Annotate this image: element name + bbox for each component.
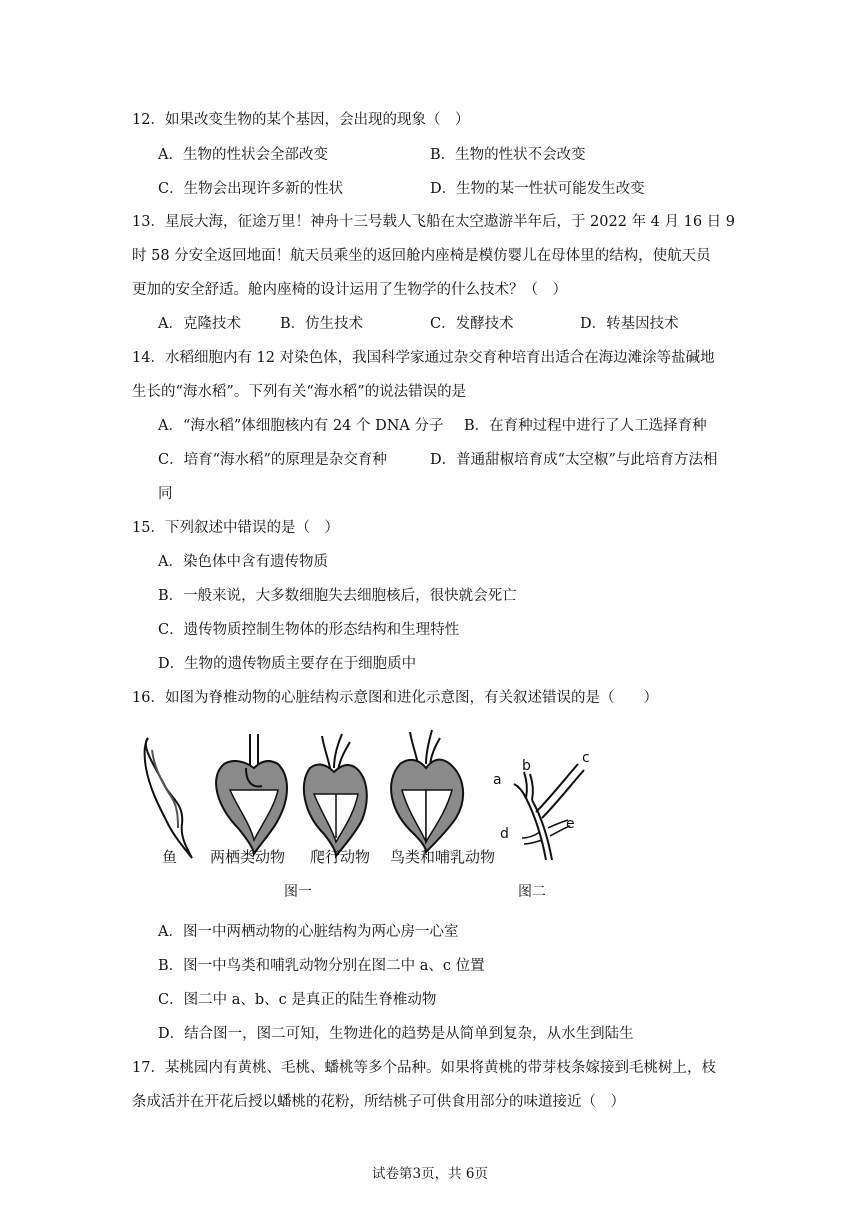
- reptile-label: 爬行动物: [310, 848, 371, 866]
- q14-stem-line2: 生长的“海水稻”。下列有关“海水稻”的说法错误的是: [132, 384, 467, 400]
- amphibian-heart-icon: [216, 734, 287, 854]
- q16-figure: [138, 728, 608, 908]
- q12-option-b[interactable]: B．生物的性状不会改变: [430, 147, 586, 163]
- branch-d-label: d: [500, 826, 509, 842]
- q13-stem-line2: 时 58 分安全返回地面！航天员乘坐的返回舱内座椅是模仿婴儿在母体里的结构，使航天员: [132, 248, 711, 264]
- birds-mammals-heart-icon: [391, 730, 463, 852]
- q15-option-a[interactable]: A．染色体中含有遗传物质: [158, 554, 328, 570]
- q15-option-b[interactable]: B．一般来说，大多数细胞失去细胞核后，很快就会死亡: [158, 588, 517, 604]
- q16-option-c[interactable]: C．图二中 a、b、c 是真正的陆生脊椎动物: [158, 992, 437, 1008]
- q13-option-c[interactable]: C．发酵技术: [430, 316, 514, 332]
- q17-stem-line1: 17．某桃园内有黄桃、毛桃、蟠桃等多个品种。如果将黄桃的带芽枝条嫁接到毛桃树上，枝: [132, 1060, 716, 1076]
- q12-option-d[interactable]: D．生物的某一性状可能发生改变: [430, 181, 645, 197]
- q15-option-d[interactable]: D．生物的遗传物质主要存在于细胞质中: [158, 656, 417, 672]
- q12-option-a[interactable]: A．生物的性状会全部改变: [158, 147, 328, 163]
- reptile-heart-icon: [304, 734, 367, 856]
- q13-stem-line1: 13．星辰大海，征途万里！神舟十三号载人飞船在太空遨游半年后，于 2022 年 4 月 16 日 9: [132, 214, 736, 230]
- figure-one-caption: 图一: [284, 884, 312, 900]
- evolution-tree-icon: [514, 764, 584, 860]
- q14-option-d[interactable]: D．普通甜椒培育成“太空椒”与此培育方法相: [430, 452, 718, 468]
- q14-option-c[interactable]: C．培育“海水稻”的原理是杂交育种: [158, 452, 387, 468]
- fish-label: 鱼: [162, 848, 178, 866]
- q16-option-b[interactable]: B．图一中鸟类和哺乳动物分别在图二中 a、c 位置: [158, 958, 485, 974]
- q16-stem: 16．如图为脊椎动物的心脏结构示意图和进化示意图，有关叙述错误的是（ ）: [132, 690, 658, 706]
- q16-option-a[interactable]: A．图一中两栖动物的心脏结构为两心房一心室: [158, 924, 459, 940]
- q13-option-a[interactable]: A．克隆技术: [158, 316, 241, 332]
- birds-mammals-label: 鸟类和哺乳动物: [390, 848, 496, 866]
- q14-option-d-continued: 同: [158, 486, 173, 502]
- q15-option-c[interactable]: C．遗传物质控制生物体的形态结构和生理特性: [158, 622, 460, 638]
- figure-two-caption: 图二: [518, 884, 546, 900]
- branch-e-label: e: [566, 816, 575, 832]
- q17-stem-line2: 条成活并在开花后授以蟠桃的花粉，所结桃子可供食用部分的味道接近（ ）: [132, 1094, 625, 1110]
- page-footer: 试卷第3页，共 6页: [372, 1166, 488, 1182]
- q14-stem-line1: 14．水稻细胞内有 12 对染色体，我国科学家通过杂交育种培育出适合在海边滩涂等盐碱地: [132, 350, 715, 366]
- q16-option-d[interactable]: D．结合图一，图二可知，生物进化的趋势是从简单到复杂，从水生到陆生: [158, 1026, 634, 1042]
- branch-b-label: b: [522, 758, 531, 774]
- q14-option-a[interactable]: A．“海水稻”体细胞核内有 24 个 DNA 分子: [158, 418, 444, 434]
- branch-c-label: c: [582, 750, 590, 766]
- q12-option-c[interactable]: C．生物会出现许多新的性状: [158, 181, 344, 197]
- q15-stem: 15．下列叙述中错误的是（ ）: [132, 520, 339, 536]
- q13-stem-line3: 更加的安全舒适。舱内座椅的设计运用了生物学的什么技术？（ ）: [132, 282, 567, 298]
- q13-option-d[interactable]: D．转基因技术: [580, 316, 679, 332]
- fish-heart-icon: [145, 738, 192, 858]
- branch-a-label: a: [493, 772, 502, 788]
- amphibian-label: 两栖类动物: [210, 848, 286, 866]
- q14-option-b[interactable]: B．在育种过程中进行了人工选择育种: [464, 418, 707, 434]
- q13-option-b[interactable]: B．仿生技术: [280, 316, 364, 332]
- q12-stem: 12．如果改变生物的某个基因，会出现的现象（ ）: [132, 112, 470, 128]
